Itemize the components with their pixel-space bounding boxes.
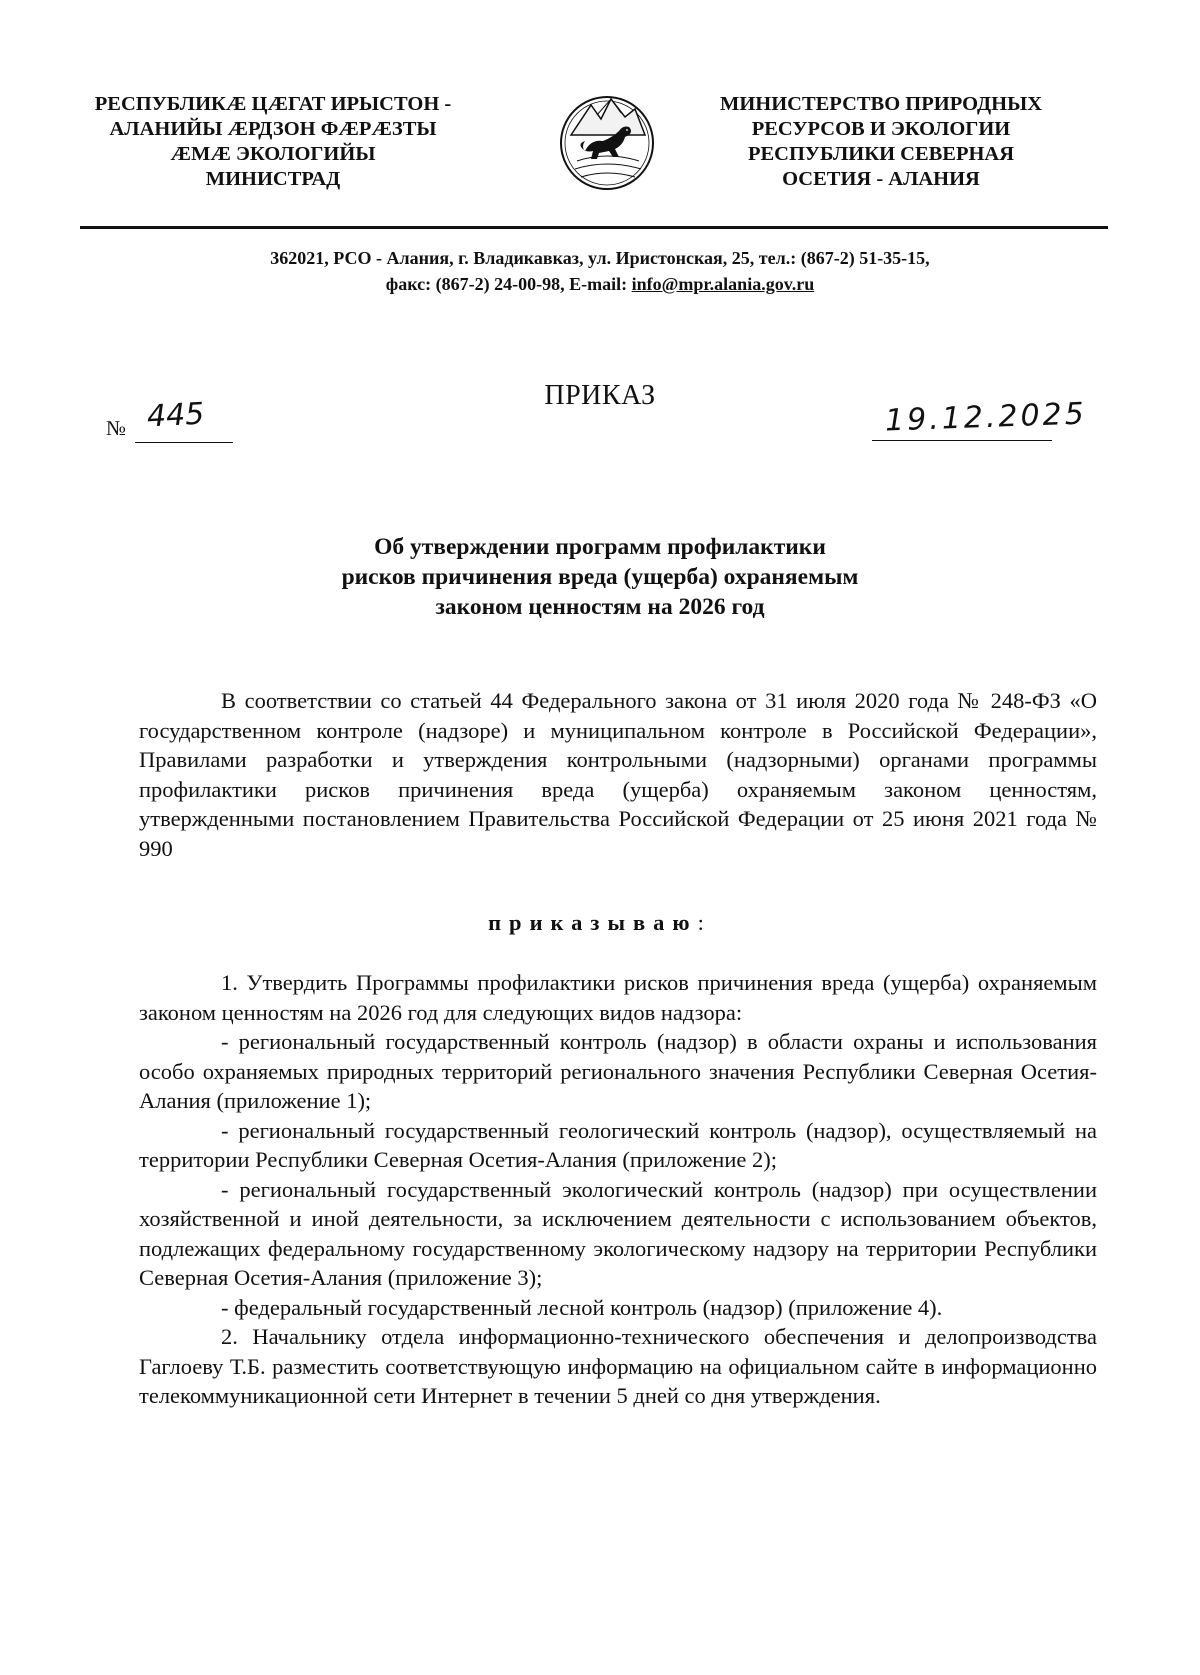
header-right-line: РЕСУРСОВ И ЭКОЛОГИИ xyxy=(751,118,1011,140)
header-left-line: АЛАНИЙЫ ÆРДЗОН ФÆРÆЗТЫ xyxy=(109,118,437,140)
address-line: 362021, РСО - Алания, г. Владикавказ, ул. Иристонская, 25, тел.: (867-2) 51-35-15, xyxy=(270,248,930,268)
header-left-line: МИНИСТРАД xyxy=(205,168,341,190)
date-underline xyxy=(872,440,1052,441)
header-divider xyxy=(80,226,1108,229)
order-date-handwritten: 19.12.2025 xyxy=(884,396,1088,439)
header-left-ossetian xyxy=(58,92,488,192)
order-items xyxy=(139,968,1097,1411)
header-left-line: ÆМÆ ЭКОЛОГИЙЫ xyxy=(170,143,376,165)
fax-text: факс: (867-2) 24-00-98, E-mail: xyxy=(385,274,632,294)
subject-line: законом ценностям на 2026 год xyxy=(435,594,765,620)
header-right-line: РЕСПУБЛИКИ СЕВЕРНАЯ xyxy=(747,143,1015,165)
email-link[interactable]: info@mpr.alania.gov.ru xyxy=(631,274,815,294)
subject-line: рисков причинения вреда (ущерба) охраняемым xyxy=(341,564,859,590)
order-directive xyxy=(0,910,1200,936)
order-item: - региональный государственный контроль (надзор) в области охраны и использования особо охраняемых природных территорий регионального значения Республики Северная Осетия-Алания (приложение 1); xyxy=(139,1029,1097,1113)
number-sign: № xyxy=(106,416,127,440)
preamble-paragraph xyxy=(139,686,1097,863)
number-underline xyxy=(135,442,233,443)
order-item: 1. Утвердить Программы профилактики рисков причинения вреда (ущерба) охраняемым законом ценностям на 2026 год для следующих видов надзора: xyxy=(139,970,1097,1025)
header-left-line: РЕСПУБЛИКÆ ЦÆГАТ ИРЫСТОН - xyxy=(94,93,452,115)
header-right-line: ОСЕТИЯ - АЛАНИЯ xyxy=(782,168,980,190)
order-item: - региональный государственный геологический контроль (надзор), осуществляемый на территории Республики Северная Осетия-Алания (приложение 2); xyxy=(139,1117,1097,1172)
order-item: 2. Начальнику отдела информационно-технического обеспечения и делопроизводства Гаглоеву Т.Б. разместить соответствующую информацию на официальном сайте в информационно телекоммуникационной сети Интернет в течении 5 дней со дня утверждения. xyxy=(139,1324,1097,1408)
order-directive-word: приказываю xyxy=(488,910,698,935)
order-subject xyxy=(0,532,1200,622)
ministry-address xyxy=(0,245,1200,297)
coat-of-arms-emblem-icon xyxy=(557,85,657,197)
order-item: - федеральный государственный лесной контроль (надзор) (приложение 4). xyxy=(221,1294,943,1320)
header-right-line: МИНИСТЕРСТВО ПРИРОДНЫХ xyxy=(719,93,1043,115)
preamble-text: В соответствии со статьей 44 Федерального закона от 31 июля 2020 года № 248-ФЗ «О государственном контроле (надзоре) и муниципальном контроле в Российской Федерации», Правилами разработки и утверждения контрольными (надзорными) органами программы профилактики рисков причинения вреда (ущерба) охраняемым законом ценностям, утвержденными постановлением Правительства Российской Федерации от 25 июня 2021 года № 990 xyxy=(139,688,1097,861)
contacts-line xyxy=(0,271,1200,297)
order-directive-colon: : xyxy=(697,910,712,935)
order-item: - региональный государственный экологический контроль (надзор) при осуществлении хозяйственной и иной деятельности, за исключением деятельности с использованием объектов, подлежащих федеральному государственному экологическому надзору на территории Республики Северная Осетия-Алания (приложение 3); xyxy=(139,1176,1097,1290)
order-number-handwritten: 445 xyxy=(146,396,206,435)
subject-line: Об утверждении программ профилактики xyxy=(374,534,826,560)
header-right-russian xyxy=(666,92,1096,192)
document-title: ПРИКАЗ xyxy=(544,380,656,411)
